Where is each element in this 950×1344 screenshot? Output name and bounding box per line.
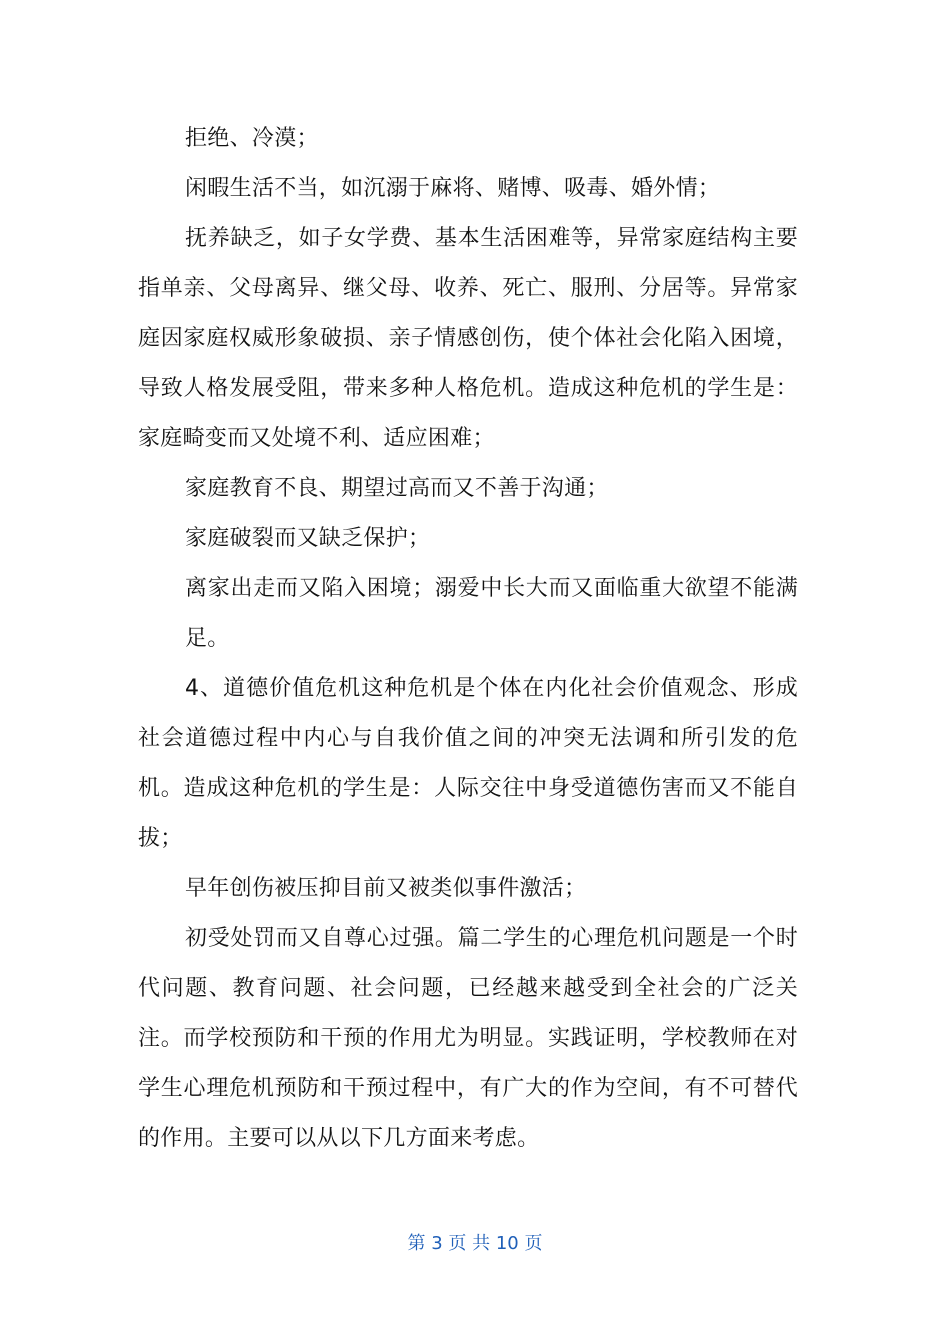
paragraph-6: 离家出走而又陷入困境；溺爱中长大而又面临重大欲望不能满足。 — [185, 576, 798, 651]
paragraph-5: 家庭破裂而又缺乏保护； — [185, 526, 431, 551]
paragraph-8: 早年创伤被压抑目前又被类似事件激活； — [185, 876, 587, 901]
paragraph-7: 4、道德价值危机这种危机是个体在内化社会价值观念、形成社会道德过程中内心与自我价值之间的冲突无法调和所引发的危机。造成这种危机的学生是：人际交往中身受道德伤害而又不能自拔； — [138, 676, 798, 851]
paragraph-2: 闲暇生活不当，如沉溺于麻将、赌博、吸毒、婚外情； — [185, 176, 721, 201]
paragraph-9: 初受处罚而又自尊心过强。篇二学生的心理危机问题是一个时代问题、教育问题、社会问题，已经越来越受到全社会的广泛关注。而学校预防和干预的作用尤为明显。实践证明，学校教师在对学生心理危机预防和干预过程中，有广大的作为空间，有不可替代的作用。主要可以从以下几方面来考虑。 — [138, 926, 798, 1151]
paragraph-3: 抚养缺乏，如子女学费、基本生活困难等，异常家庭结构主要指单亲、父母离异、继父母、收养、死亡、服刑、分居等。异常家庭因家庭权威形象破损、亲子情感创伤，使个体社会化陷入困境，导致人格发展受阻，带来多种人格危机。造成这种危机的学生是：家庭畸变而又处境不利、适应困难； — [138, 226, 798, 451]
page-number-footer: 第 3 页 共 10 页 — [407, 1233, 543, 1254]
paragraph-1: 拒绝、冷漠； — [185, 126, 319, 151]
paragraph-4: 家庭教育不良、期望过高而又不善于沟通； — [185, 476, 609, 501]
document-body — [138, 114, 798, 1164]
